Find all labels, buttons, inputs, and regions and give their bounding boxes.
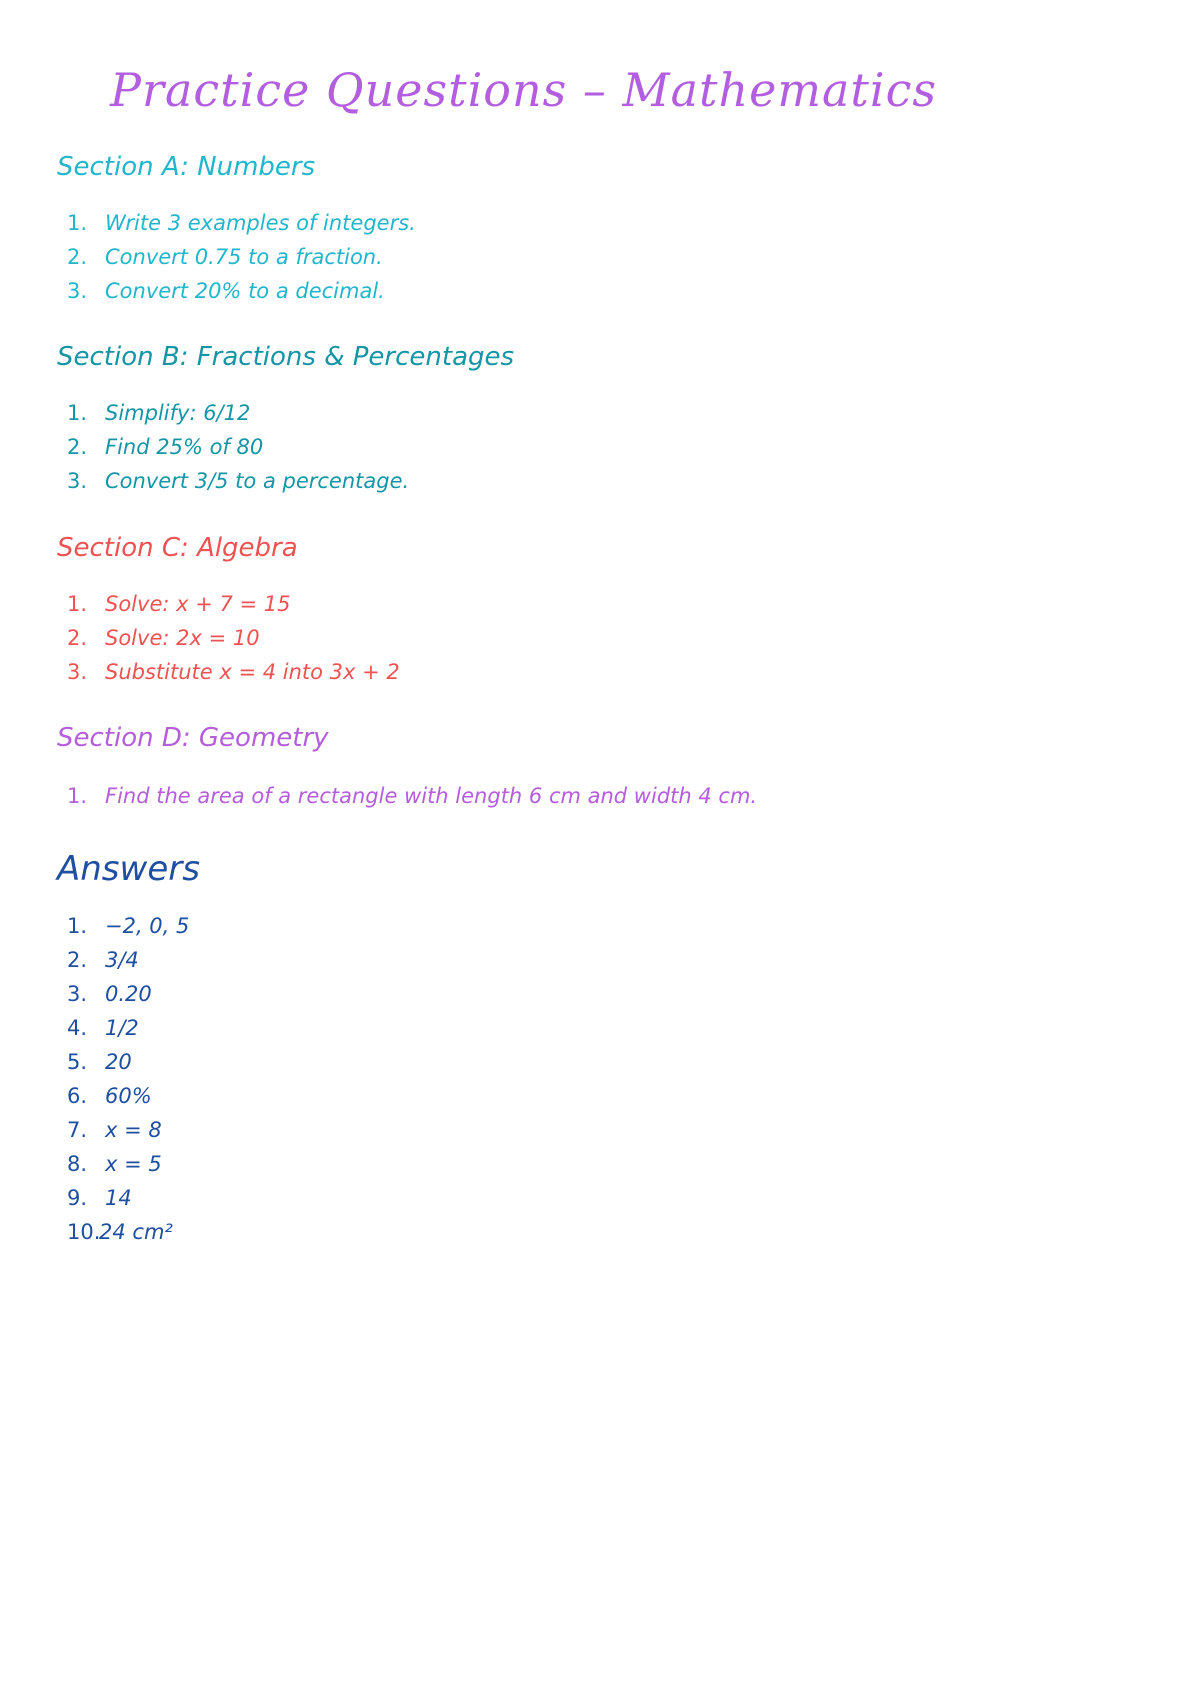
section-b-heading: Section B: Fractions & Percentages <box>57 342 515 372</box>
item-number: 1. <box>67 914 88 938</box>
item-text: Write 3 examples of integers. <box>105 211 416 235</box>
item-number: 2. <box>67 435 88 459</box>
section-a-list <box>57 206 1157 308</box>
item-number: 5. <box>67 1050 88 1074</box>
answers-list <box>57 909 1157 1249</box>
section-c <box>57 529 1157 689</box>
item-number: 1. <box>67 784 88 808</box>
section-b-list <box>57 396 1157 498</box>
item-number: 1. <box>67 592 88 616</box>
item-number: 3. <box>67 660 88 684</box>
item-text: −2, 0, 5 <box>105 914 190 938</box>
list-item <box>57 464 1157 498</box>
answer-item <box>57 1011 1157 1045</box>
section-c-list <box>57 587 1157 689</box>
section-d <box>57 719 1157 813</box>
answers-section <box>57 845 1157 1249</box>
item-text: Convert 20% to a decimal. <box>105 279 385 303</box>
item-text: Find 25% of 80 <box>105 435 264 459</box>
item-text: x = 5 <box>105 1152 162 1176</box>
item-number: 1. <box>67 211 88 235</box>
list-item <box>57 274 1157 308</box>
item-text: Convert 3/5 to a percentage. <box>105 469 410 493</box>
answer-item <box>57 1113 1157 1147</box>
list-item <box>57 655 1157 689</box>
list-item <box>57 206 1157 240</box>
item-text: 0.20 <box>105 982 152 1006</box>
item-text: Simplify: 6/12 <box>105 401 251 425</box>
answer-item <box>57 977 1157 1011</box>
item-text: 20 <box>105 1050 132 1074</box>
item-number: 2. <box>67 948 88 972</box>
answer-item <box>57 1147 1157 1181</box>
list-item <box>57 396 1157 430</box>
item-number: 3. <box>67 279 88 303</box>
list-item <box>57 779 1157 813</box>
item-number: 2. <box>67 626 88 650</box>
item-number: 3. <box>67 469 88 493</box>
section-a <box>57 148 1157 308</box>
item-text: x = 8 <box>105 1118 162 1142</box>
item-text: 14 <box>105 1186 132 1210</box>
item-text: 24 cm² <box>99 1220 173 1244</box>
item-text: 3/4 <box>105 948 139 972</box>
answer-item <box>57 909 1157 943</box>
list-item <box>57 430 1157 464</box>
answers-heading: Answers <box>57 849 200 889</box>
section-d-list <box>57 779 1157 813</box>
answer-item <box>57 1045 1157 1079</box>
item-number: 9. <box>67 1186 88 1210</box>
item-text: 60% <box>105 1084 152 1108</box>
answer-item <box>57 1215 1157 1249</box>
item-text: Convert 0.75 to a fraction. <box>105 245 383 269</box>
page-title: Practice Questions – Mathematics <box>110 63 937 117</box>
list-item <box>57 587 1157 621</box>
item-text: Solve: 2x = 10 <box>105 626 260 650</box>
item-number: 3. <box>67 982 88 1006</box>
item-text: 1/2 <box>105 1016 139 1040</box>
section-d-heading: Section D: Geometry <box>57 723 329 753</box>
item-text: Find the area of a rectangle with length 6 cm and width 4 cm. <box>105 784 758 808</box>
answer-item <box>57 943 1157 977</box>
item-number: 7. <box>67 1118 88 1142</box>
item-number: 1. <box>67 401 88 425</box>
list-item <box>57 240 1157 274</box>
item-number: 6. <box>67 1084 88 1108</box>
answer-item <box>57 1079 1157 1113</box>
item-number: 2. <box>67 245 88 269</box>
section-c-heading: Section C: Algebra <box>57 533 298 563</box>
section-b <box>57 338 1157 498</box>
item-number: 10. <box>67 1220 101 1244</box>
section-a-heading: Section A: Numbers <box>57 152 316 182</box>
list-item <box>57 621 1157 655</box>
item-number: 8. <box>67 1152 88 1176</box>
item-text: Solve: x + 7 = 15 <box>105 592 291 616</box>
item-number: 4. <box>67 1016 88 1040</box>
item-text: Substitute x = 4 into 3x + 2 <box>105 660 400 684</box>
answer-item <box>57 1181 1157 1215</box>
